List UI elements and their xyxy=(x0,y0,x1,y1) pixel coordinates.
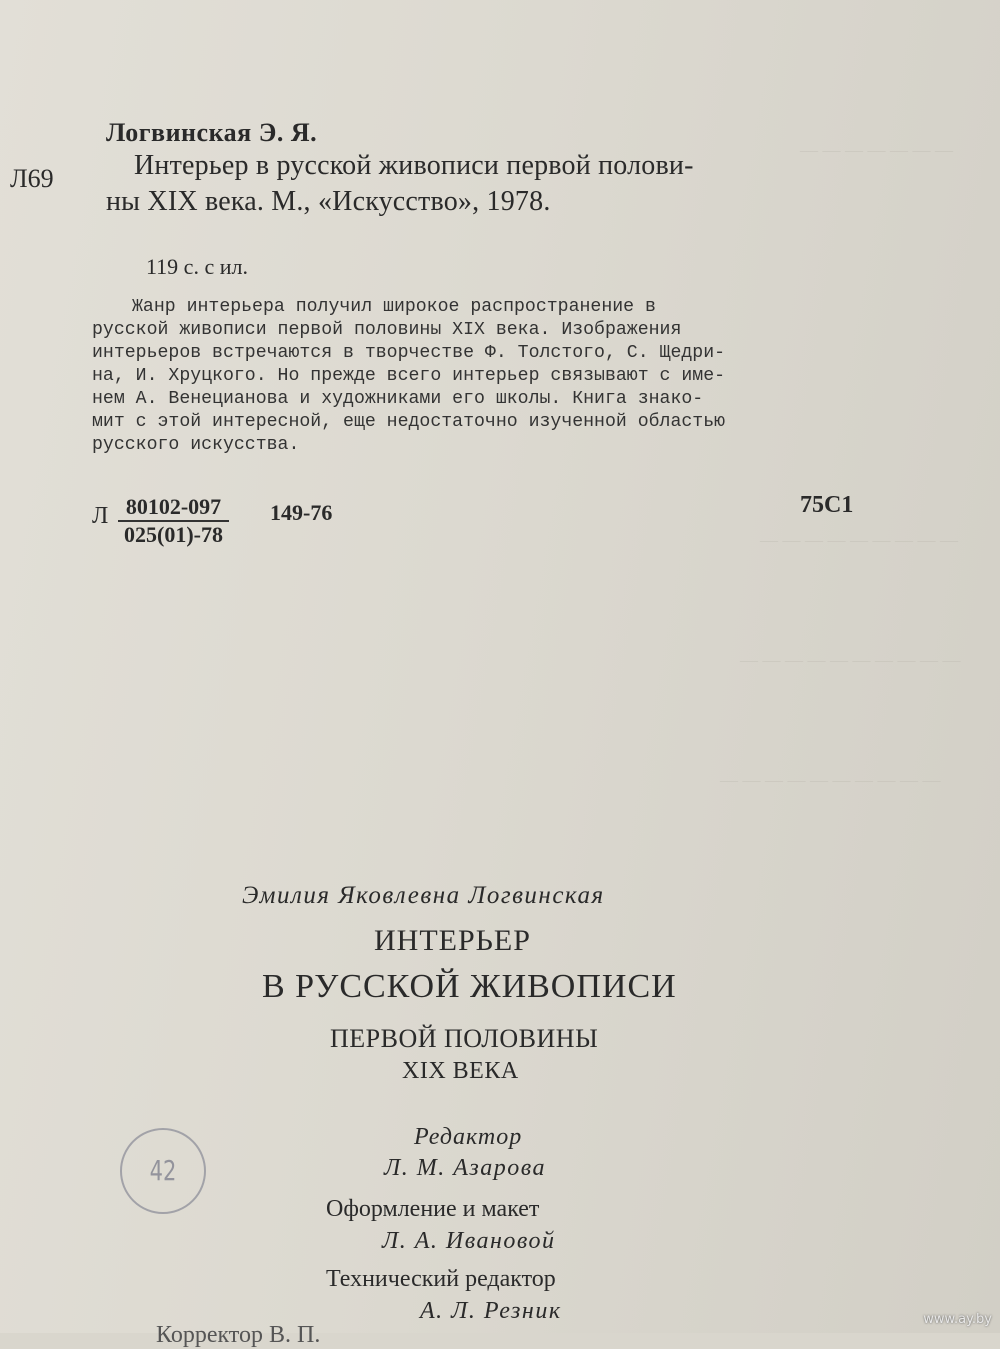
book-title-line-4: XIX ВЕКА xyxy=(402,1058,519,1084)
index-letter: Л xyxy=(92,503,109,529)
abstract-line: мит с этой интересной, еще недостаточно изученной областью xyxy=(92,412,726,432)
card-title-line-2: ны XIX века. М., «Искусство», 1978. xyxy=(106,186,551,217)
cut-off-line: Корректор В. П. xyxy=(156,1322,321,1348)
abstract-line: русской живописи первой половины XIX века. Изображения xyxy=(92,320,682,340)
library-stamp xyxy=(120,1128,206,1214)
editor-role: Редактор xyxy=(414,1124,523,1150)
editor-name: Л. М. Азарова xyxy=(384,1155,547,1181)
design-name: Л. А. Ивановой xyxy=(382,1228,556,1254)
publication-fraction xyxy=(118,494,229,548)
abstract-line: нем А. Венецианова и художниками его школы. Книга знако- xyxy=(92,389,704,409)
order-code: 149-76 xyxy=(270,500,333,525)
watermark: www.ay.by xyxy=(923,1312,992,1327)
abstract-line: Жанр интерьера получил широкое распространение в xyxy=(132,297,656,317)
bbk-code: 75С1 xyxy=(800,492,854,518)
fraction-numerator: 80102-097 xyxy=(118,494,229,522)
book-title-line-2: В РУССКОЙ ЖИВОПИСИ xyxy=(262,968,677,1005)
bleed-through-text: — — — — — — — — — — xyxy=(740,650,961,670)
abstract-line: русского искусства. xyxy=(92,435,300,455)
fraction-denominator: 025(01)-78 xyxy=(124,522,223,547)
bleed-through-text: — — — — — — — xyxy=(800,140,953,160)
stamp-number: 42 xyxy=(149,1154,177,1187)
card-title-line-1: Интерьер в русской живописи первой полови- xyxy=(134,150,694,181)
tech-editor-role: Технический редактор xyxy=(326,1266,556,1292)
abstract-line: на, И. Хруцкого. Но прежде всего интерьер связывают с име- xyxy=(92,366,726,386)
book-title-line-1: ИНТЕРЬЕР xyxy=(374,924,531,957)
page-count: 119 с. с ил. xyxy=(146,254,248,279)
tech-editor-name: А. Л. Резник xyxy=(420,1298,562,1324)
book-title-line-3: ПЕРВОЙ ПОЛОВИНЫ xyxy=(330,1024,599,1053)
abstract-line: интерьеров встречаются в творчестве Ф. Толстого, С. Щедри- xyxy=(92,343,726,363)
bleed-through-text: — — — — — — — — — — xyxy=(720,770,941,790)
bleed-through-text: — — — — — — — — — xyxy=(760,530,958,550)
abstract xyxy=(92,296,862,457)
full-author-name: Эмилия Яковлевна Логвинская xyxy=(242,882,605,909)
card-author: Логвинская Э. Я. xyxy=(106,118,318,147)
design-role: Оформление и макет xyxy=(326,1196,540,1222)
catalog-code: Л69 xyxy=(10,164,54,193)
